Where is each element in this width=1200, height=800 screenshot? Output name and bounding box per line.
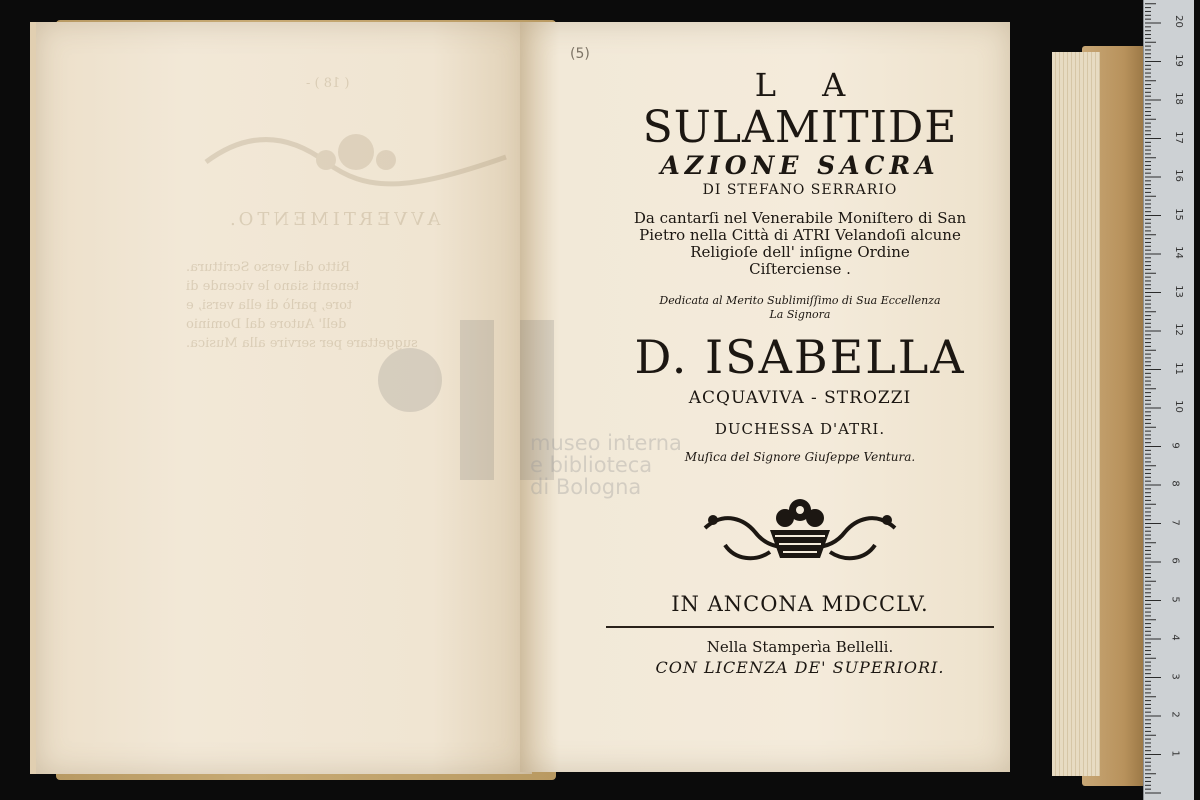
- ruler-label: 18: [1172, 92, 1184, 105]
- bleed-through-text: Ritto dal verso Scrittura.: [186, 260, 351, 275]
- occasion-description: Da cantarſi nel Venerabile Moniſtero di San Pietro nella Città di ATRI Velandoſi alcune Religioſe dell' inſigne Ordine Ciſterciense .: [633, 209, 967, 278]
- watermark-text: museo interna e biblioteca di Bologna: [530, 431, 682, 499]
- measurement-ruler: [1143, 0, 1194, 800]
- ruler-label: 11: [1172, 361, 1184, 375]
- ruler-label: 8: [1169, 480, 1181, 487]
- work-title: SULAMITIDE: [642, 102, 958, 153]
- printer-line: Nella Stamperìa Bellelli.: [706, 638, 894, 656]
- bleed-through-text: tore, parlò di ella versi, e: [186, 298, 353, 313]
- dedicatee-title: DUCHESSA D'ATRI.: [714, 420, 886, 438]
- ruler-label: 17: [1172, 130, 1184, 144]
- ruler-label: 3: [1169, 672, 1181, 680]
- ruler-label: 13: [1172, 284, 1184, 298]
- folio-pencil-note: (5): [570, 46, 590, 62]
- ruler-label: 20: [1172, 15, 1184, 28]
- license-line: CON LICENZA DE' SUPERIORI.: [655, 658, 945, 677]
- page-edges: [1052, 52, 1100, 776]
- ruler-label: 10: [1172, 400, 1184, 413]
- work-subtitle: AZIONE SACRA: [660, 151, 940, 180]
- bleed-through-text: AVVERTIMENTO.: [226, 209, 441, 230]
- flower-basket-icon: [695, 490, 905, 570]
- bleed-through-text: ( 18 ) -: [306, 76, 350, 91]
- bleed-through-text: dell' Autore dal Dominio: [186, 317, 347, 332]
- composer-line: Muſica del Signore Giuſeppe Ventura.: [684, 450, 916, 464]
- ruler-label: 4: [1169, 634, 1181, 641]
- ruler-label: 1: [1169, 749, 1181, 757]
- bleed-through-text: suggettare per servire alla Musica.: [186, 336, 418, 351]
- ruler-label: 7: [1169, 518, 1181, 526]
- imprint-rule: [606, 626, 994, 628]
- left-page: [30, 22, 532, 774]
- bleed-through-ornament: [186, 122, 526, 192]
- ruler-label: 12: [1172, 323, 1184, 336]
- bleed-through-text: tenenti siano le vicende di: [186, 279, 360, 294]
- author-line: DI STEFANO SERRARIO: [702, 182, 898, 198]
- title-page: [570, 58, 1030, 677]
- ruler-label: 15: [1172, 207, 1184, 221]
- ruler-label: 19: [1172, 53, 1184, 67]
- ruler-label: 6: [1169, 557, 1181, 564]
- ruler-label: 2: [1169, 711, 1181, 718]
- ruler-label: 9: [1169, 441, 1181, 449]
- printers-ornament: [570, 490, 1030, 570]
- imprint-place-date: IN ANCONA MDCCLV.: [671, 592, 929, 616]
- ruler-label: 5: [1169, 595, 1181, 603]
- ruler-label: 16: [1172, 169, 1184, 182]
- dedicatee-family: ACQUAVIVA - STROZZI: [688, 388, 912, 408]
- ruler-ticks: [1144, 0, 1194, 800]
- title-article: L A: [754, 66, 864, 104]
- dedication: Dedicata al Merito Sublimiſſimo di Sua Eccellenza La Signora: [659, 294, 941, 321]
- dedicatee-name: D. ISABELLA: [634, 330, 966, 384]
- ruler-label: 14: [1172, 246, 1184, 259]
